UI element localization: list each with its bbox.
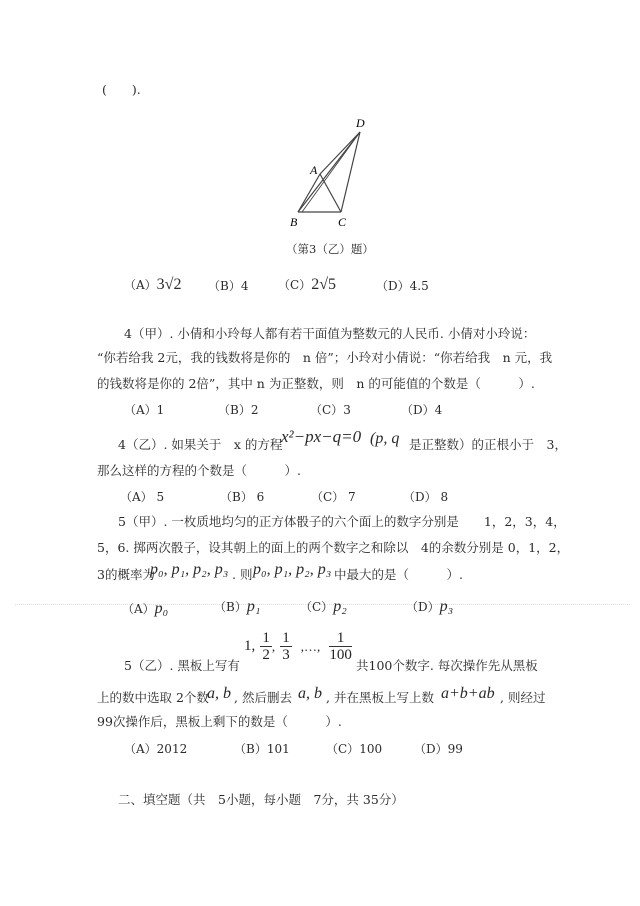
q5b-line2-d: , 则经过 bbox=[500, 690, 546, 705]
label-b: B bbox=[290, 215, 298, 229]
segment-ba-d bbox=[298, 174, 320, 212]
option-label: （C） bbox=[326, 742, 360, 756]
option-value: p₂ bbox=[333, 598, 347, 615]
option-label: （D） bbox=[406, 600, 440, 614]
q4a-line1: 4（甲）. 小倩和小玲每人都有若干面值为整数元的人民币. 小倩对小玲说： bbox=[124, 326, 536, 341]
option-b[interactable] bbox=[208, 277, 248, 294]
option-value: 7 bbox=[348, 490, 356, 504]
option-value: 6 bbox=[256, 490, 265, 504]
option-c[interactable] bbox=[300, 598, 347, 616]
option-value: 101 bbox=[266, 742, 290, 756]
q4b-equation: x²−px−q=0 bbox=[281, 427, 362, 446]
q5a-line1: 5（甲）. 一枚质地均匀的正方体骰子的六个面上的数字分别是 1，2，3，4， bbox=[118, 514, 566, 529]
option-value: 4 bbox=[240, 279, 249, 293]
option-b[interactable] bbox=[214, 598, 260, 616]
q5a-probs-repeat: p₀, p₁, p₂, p₃ bbox=[253, 561, 332, 578]
option-label: （D） bbox=[403, 490, 437, 504]
seq-first: 1, bbox=[244, 638, 256, 654]
option-label: （B） bbox=[214, 600, 247, 614]
numerator: 1 bbox=[329, 630, 352, 647]
option-value: 100 bbox=[359, 742, 383, 756]
option-value: 8 bbox=[440, 490, 449, 504]
ellipsis: ,…, bbox=[300, 638, 321, 654]
option-label: （C） bbox=[300, 600, 334, 614]
denominator: 3 bbox=[282, 647, 290, 663]
q4b-paren-vars: (p, q bbox=[370, 430, 400, 447]
q5b-line3: 99次操作后，黑板上剩下的数是（ ）. bbox=[97, 714, 342, 729]
q5b-vars-ab: a, b bbox=[207, 685, 231, 702]
option-value: 3√2 bbox=[156, 276, 182, 293]
numerator: 1 bbox=[282, 630, 290, 646]
fraction-hundredth bbox=[329, 630, 352, 663]
q4b-line1-post: 是正整数）的正根小于 3， bbox=[409, 437, 567, 452]
answer-blank: ( ). bbox=[102, 82, 141, 97]
option-label: （B） bbox=[220, 490, 253, 504]
option-label: （D） bbox=[401, 403, 435, 417]
segment-ad bbox=[320, 132, 360, 174]
option-a[interactable] bbox=[124, 276, 181, 294]
option-value: p₃ bbox=[439, 598, 454, 615]
option-c[interactable] bbox=[326, 740, 382, 757]
option-label: （C） bbox=[311, 490, 345, 504]
q5b-line2-a: 上的数中选取 2个数 bbox=[97, 690, 209, 705]
q4b-line2: 那么这样的方程的个数是（ ）. bbox=[97, 463, 301, 478]
option-b[interactable] bbox=[234, 740, 290, 757]
fraction-third bbox=[280, 630, 292, 663]
option-label: （C） bbox=[278, 278, 312, 292]
option-value: 5 bbox=[156, 490, 165, 504]
option-value: 2√5 bbox=[311, 276, 336, 293]
figure-caption: （第3（乙）题） bbox=[286, 242, 374, 256]
segment-ac bbox=[320, 174, 341, 212]
option-value: 2 bbox=[250, 403, 259, 417]
option-label: （A） bbox=[124, 742, 157, 756]
q5b-line2-c: , 并在黑板上写上数 bbox=[326, 690, 434, 705]
option-d[interactable] bbox=[376, 277, 429, 294]
option-label: （C） bbox=[310, 403, 344, 417]
option-d[interactable] bbox=[414, 740, 463, 757]
denominator: 100 bbox=[329, 647, 352, 663]
option-a[interactable] bbox=[122, 600, 168, 618]
option-label: （D） bbox=[376, 279, 410, 293]
q5b-line2-b: , 然后删去 bbox=[234, 690, 292, 705]
numerator: 1 bbox=[262, 630, 270, 646]
option-value: 1 bbox=[156, 403, 165, 417]
option-value: p₀ bbox=[154, 600, 169, 617]
fraction-half bbox=[260, 630, 272, 663]
option-label: （A） bbox=[124, 278, 157, 292]
option-value: 4 bbox=[434, 403, 443, 417]
q5a-probs: p₀, p₁, p₂, p₃ bbox=[150, 561, 229, 578]
q4a-line2: “你若给我 2元，我的钱数将是你的 n 倍”；小玲对小倩说：“你若给我 n 元，我 bbox=[97, 350, 553, 365]
q5a-line3-mid: . 则 bbox=[232, 567, 253, 582]
label-d: D bbox=[356, 116, 365, 130]
q5b-line1-pre: 5（乙）. 黑板上写有 bbox=[124, 658, 240, 673]
option-c[interactable] bbox=[311, 488, 356, 505]
option-value: 2012 bbox=[156, 742, 188, 756]
option-value: 4.5 bbox=[409, 279, 429, 293]
q4a-line3: 的钱数将是你的 2倍”，其中 n 为正整数，则 n 的可能值的个数是（ ）. bbox=[97, 376, 535, 391]
label-c: C bbox=[338, 215, 347, 229]
fraction-sequence: 1, $\frac{1}{2}$ , $\frac{1}{3}$ ,…, $\frac{1}{100}$ bbox=[244, 630, 352, 663]
option-d[interactable] bbox=[401, 401, 442, 418]
q5b-vars-ab-repeat: a, b bbox=[298, 685, 322, 702]
q5a-line3-pre: 3的概率为 bbox=[97, 567, 155, 582]
option-value: p₁ bbox=[246, 598, 261, 615]
option-a[interactable] bbox=[124, 740, 187, 757]
option-label: （B） bbox=[234, 742, 267, 756]
option-b[interactable] bbox=[218, 401, 258, 418]
label-a: A bbox=[310, 163, 318, 177]
option-label: （A） bbox=[120, 490, 153, 504]
option-label: （B） bbox=[208, 279, 241, 293]
option-d[interactable] bbox=[406, 598, 453, 616]
q5a-line2: 5，6. 掷两次骰子，设其朝上的面上的两个数字之和除以 4的余数分别是 0，1，2， bbox=[97, 540, 570, 555]
q4b-line1-pre: 4（乙）. 如果关于 x 的方程 bbox=[118, 437, 283, 452]
option-label: （B） bbox=[218, 403, 251, 417]
option-label: （A） bbox=[124, 403, 157, 417]
q5b-line1-post: 共100个数字. 每次操作先从黑板 bbox=[356, 658, 538, 673]
option-c[interactable] bbox=[310, 401, 351, 418]
option-value: 99 bbox=[447, 742, 463, 756]
option-value: 3 bbox=[343, 403, 351, 417]
option-b[interactable] bbox=[220, 488, 264, 505]
option-label: （D） bbox=[414, 742, 448, 756]
denominator: 2 bbox=[262, 647, 270, 663]
option-d[interactable] bbox=[403, 488, 448, 505]
option-a[interactable] bbox=[124, 401, 164, 418]
option-label: （A） bbox=[122, 602, 155, 616]
q5a-line3-post: 中最大的是（ ）. bbox=[334, 567, 463, 582]
triangle-figure bbox=[280, 110, 380, 235]
option-a[interactable] bbox=[120, 488, 164, 505]
q5b-expr: a+b+ab bbox=[441, 685, 495, 702]
option-c[interactable] bbox=[278, 276, 336, 294]
section-heading: 二、填空题（共 5小题，每小题 7分，共 35分） bbox=[118, 792, 404, 807]
